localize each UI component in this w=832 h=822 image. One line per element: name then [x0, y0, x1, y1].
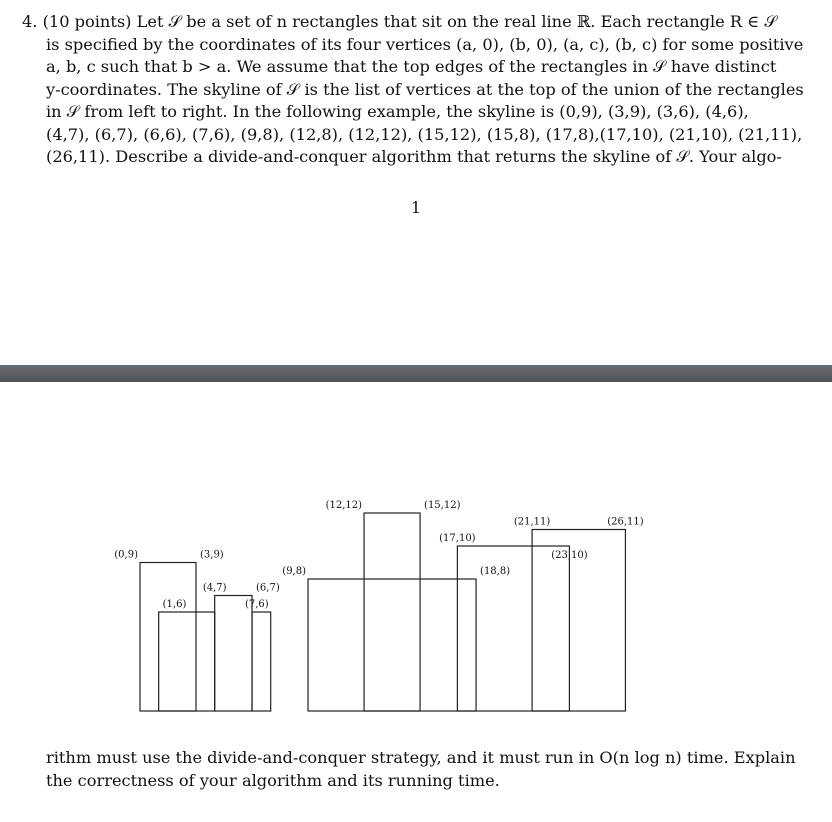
- problem-line: (26,11). Describe a divide-and-conquer algorithm that returns the skyline of 𝒮. Your algo-: [46, 147, 782, 166]
- skyline-diagram: [0, 382, 832, 732]
- vertex-label-9: (17,10): [439, 533, 476, 544]
- exam-page-top: [0, 0, 832, 365]
- rectangle-5: [364, 513, 420, 711]
- page-divider: [0, 365, 832, 382]
- vertex-label-2: (1,6): [162, 599, 187, 610]
- rectangle-4: [308, 579, 476, 711]
- problem-line: a, b, c such that b > a. We assume that the top edges of the rectangles in 𝒮 have distinct: [46, 57, 777, 76]
- rectangle-0: [140, 563, 196, 712]
- vertex-label-11: (21,11): [513, 516, 551, 528]
- vertex-label-4: (6,7): [256, 582, 280, 594]
- skyline-figure: [0, 382, 832, 732]
- vertex-label-1: (3,9): [200, 549, 224, 561]
- problem-line: 4. (10 points) Let 𝒮 be a set of n rectangles that sit on the real line ℝ. Each rectangle R ∈ 𝒮: [22, 12, 777, 31]
- rectangle-1: [159, 612, 215, 711]
- rectangle-3: [252, 612, 271, 711]
- vertex-label-13: (26,11): [607, 516, 644, 528]
- vertex-label-8: (15,12): [424, 500, 461, 511]
- problem-line: (4,7), (6,7), (6,6), (7,6), (9,8), (12,8), (12,12), (15,12), (15,8), (17,8),(17,10), (21,10), (21,11),: [46, 124, 803, 144]
- problem-line: is specified by the coordinates of its four vertices (a, 0), (b, 0), (a, c), (b, c) for some positive: [46, 34, 804, 54]
- vertex-label-7: (12,12): [325, 500, 363, 511]
- continuation-line: the correctness of your algorithm and its running time.: [46, 770, 500, 790]
- vertex-label-0: (0,9): [114, 549, 138, 561]
- problem-line: y-coordinates. The skyline of 𝒮 is the list of vertices at the top of the union of the rectangles: [46, 79, 804, 99]
- continuation-line: rithm must use the divide-and-conquer strategy, and it must run in O(n log n) time. Explain: [46, 748, 796, 767]
- rectangle-2: [215, 596, 252, 712]
- vertex-label-3: (4,7): [202, 582, 227, 594]
- vertex-label-5: (7,6): [244, 599, 269, 610]
- page-number: 1: [410, 198, 422, 217]
- vertex-label-12: (23,10): [551, 550, 588, 561]
- vertex-label-6: (9,8): [282, 566, 307, 577]
- problem-line: in 𝒮 from left to right. In the following example, the skyline is (0,9), (3,9), (3,6), (4,6),: [46, 102, 749, 121]
- rectangle-6: [457, 546, 569, 711]
- vertex-label-10: (18,8): [480, 566, 511, 577]
